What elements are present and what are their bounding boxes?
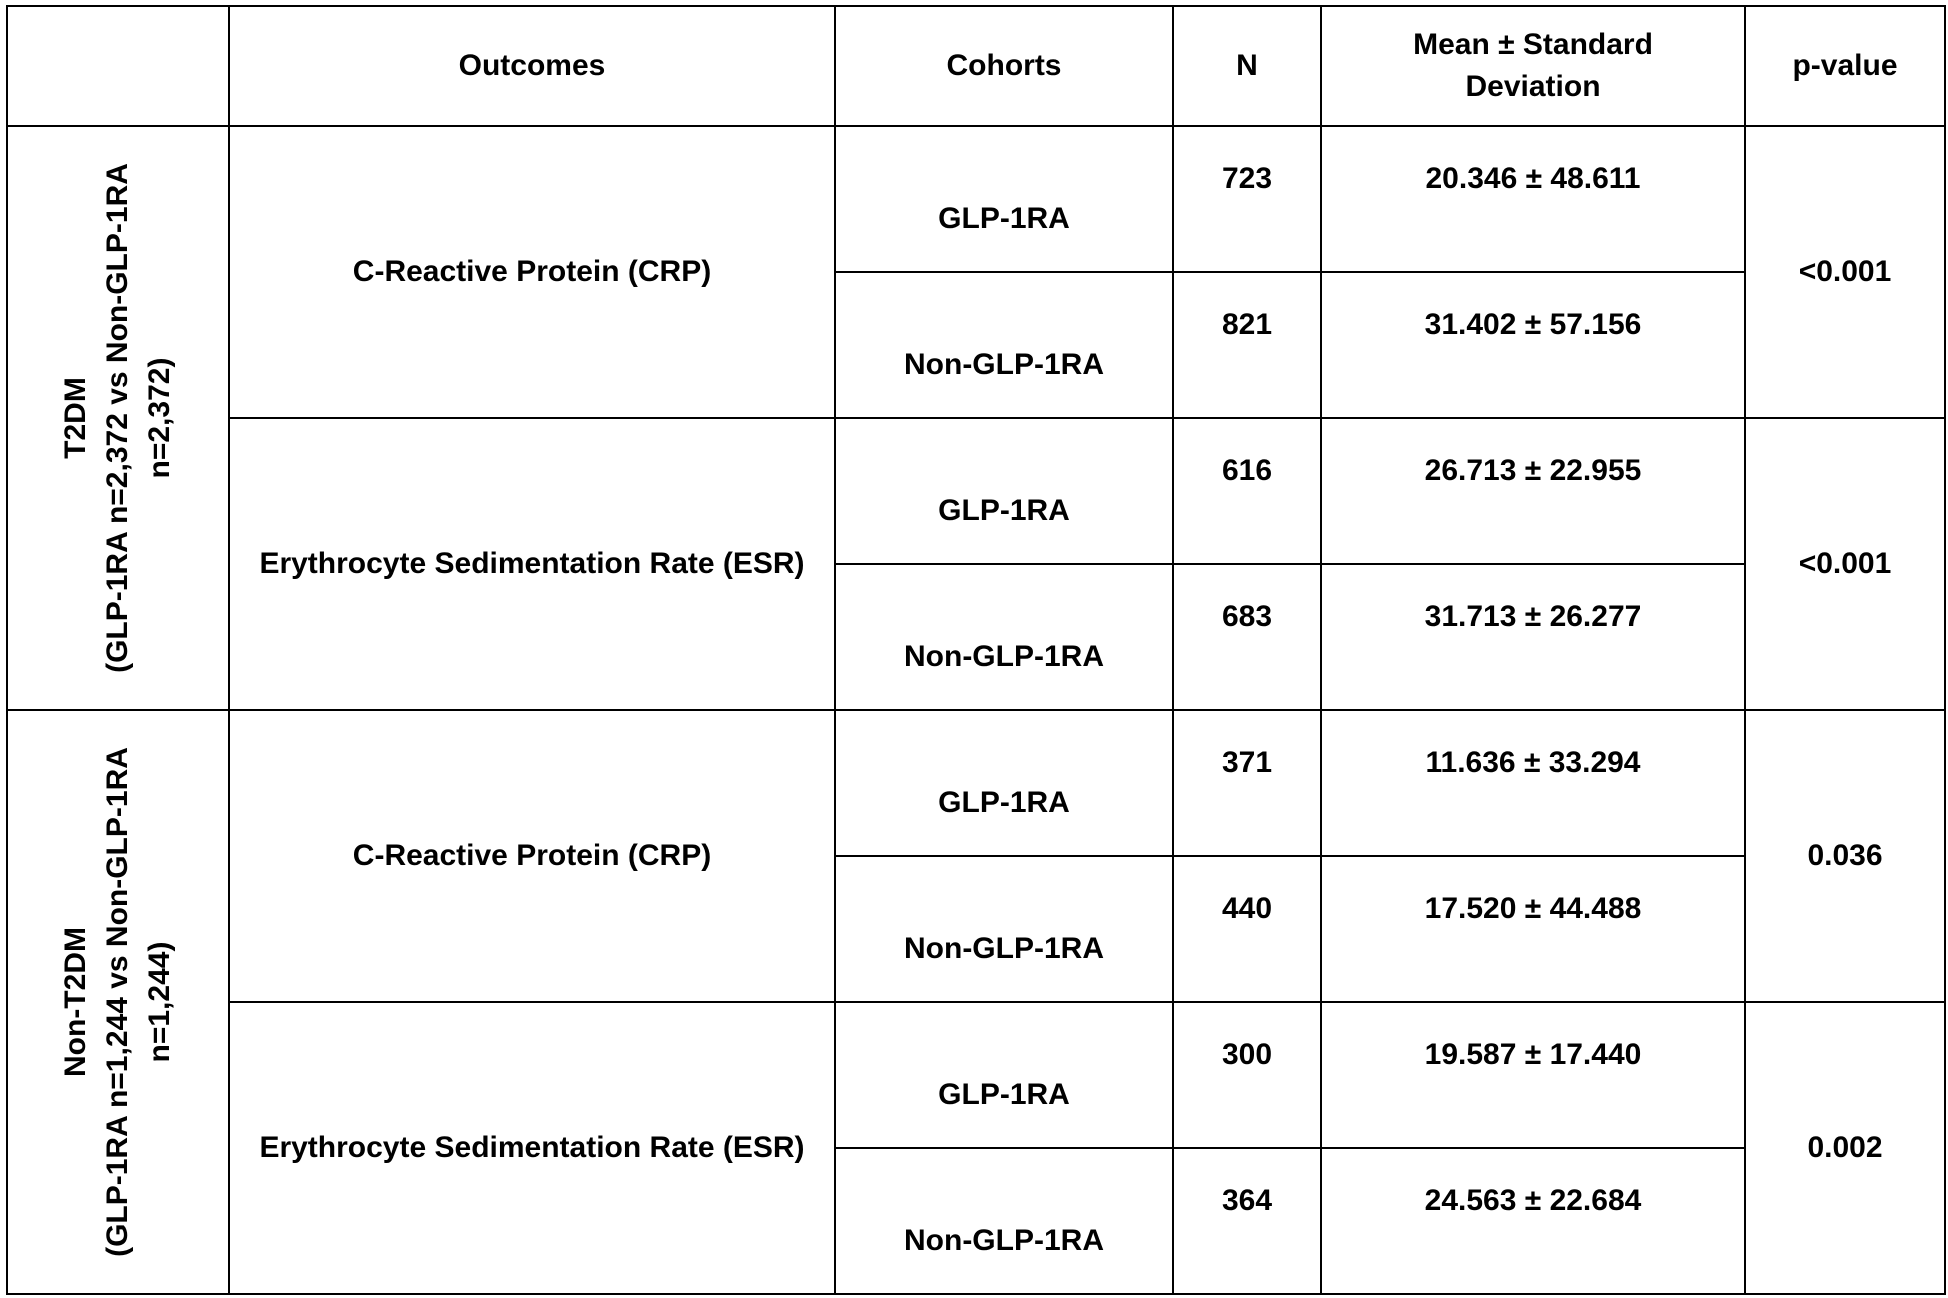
group-detail: (GLP-1RA n=2,372 vs Non-GLP-1RA n=2,372) bbox=[101, 163, 176, 673]
p-value-cell: <0.001 bbox=[1745, 418, 1945, 710]
mean-sd-cell: 31.402 ± 57.156 bbox=[1321, 272, 1745, 418]
header-cohorts: Cohorts bbox=[835, 6, 1173, 126]
table-row bbox=[7, 1002, 1945, 1148]
n-cell: 821 bbox=[1173, 272, 1321, 418]
cohort-cell: Non-GLP-1RA bbox=[835, 856, 1173, 1002]
header-outcomes: Outcomes bbox=[229, 6, 835, 126]
cohort-cell: Non-GLP-1RA bbox=[835, 564, 1173, 710]
p-value-cell: 0.002 bbox=[1745, 1002, 1945, 1294]
table-row bbox=[7, 710, 1945, 856]
outcome-cell: C-Reactive Protein (CRP) bbox=[229, 126, 835, 418]
group-label bbox=[55, 722, 181, 1282]
header-group bbox=[7, 6, 229, 126]
group-detail: (GLP-1RA n=1,244 vs Non-GLP-1RA n=1,244) bbox=[101, 747, 176, 1257]
results-table bbox=[6, 5, 1946, 1295]
n-cell: 440 bbox=[1173, 856, 1321, 1002]
group-cell-t2dm bbox=[7, 126, 229, 710]
cohort-cell: GLP-1RA bbox=[835, 126, 1173, 272]
n-cell: 683 bbox=[1173, 564, 1321, 710]
cohort-cell: GLP-1RA bbox=[835, 710, 1173, 856]
outcome-cell: Erythrocyte Sedimentation Rate (ESR) bbox=[229, 418, 835, 710]
group-label bbox=[55, 138, 181, 698]
outcome-cell: Erythrocyte Sedimentation Rate (ESR) bbox=[229, 1002, 835, 1294]
mean-sd-cell: 19.587 ± 17.440 bbox=[1321, 1002, 1745, 1148]
n-cell: 723 bbox=[1173, 126, 1321, 272]
group-name: Non-T2DM bbox=[59, 927, 92, 1077]
cohort-cell: GLP-1RA bbox=[835, 418, 1173, 564]
cohort-cell: GLP-1RA bbox=[835, 1002, 1173, 1148]
cohort-cell: Non-GLP-1RA bbox=[835, 1148, 1173, 1294]
n-cell: 616 bbox=[1173, 418, 1321, 564]
mean-sd-cell: 26.713 ± 22.955 bbox=[1321, 418, 1745, 564]
header-row bbox=[7, 6, 1945, 126]
mean-sd-cell: 24.563 ± 22.684 bbox=[1321, 1148, 1745, 1294]
mean-sd-cell: 31.713 ± 26.277 bbox=[1321, 564, 1745, 710]
table-row bbox=[7, 418, 1945, 564]
header-n: N bbox=[1173, 6, 1321, 126]
table-row bbox=[7, 126, 1945, 272]
group-cell-non-t2dm bbox=[7, 710, 229, 1294]
header-p-value: p-value bbox=[1745, 6, 1945, 126]
group-name: T2DM bbox=[59, 377, 92, 459]
mean-sd-cell: 20.346 ± 48.611 bbox=[1321, 126, 1745, 272]
p-value-cell: <0.001 bbox=[1745, 126, 1945, 418]
outcome-cell: C-Reactive Protein (CRP) bbox=[229, 710, 835, 1002]
cohort-cell: Non-GLP-1RA bbox=[835, 272, 1173, 418]
n-cell: 300 bbox=[1173, 1002, 1321, 1148]
mean-sd-cell: 11.636 ± 33.294 bbox=[1321, 710, 1745, 856]
p-value-cell: 0.036 bbox=[1745, 710, 1945, 1002]
n-cell: 371 bbox=[1173, 710, 1321, 856]
n-cell: 364 bbox=[1173, 1148, 1321, 1294]
header-mean-sd: Mean ± Standard Deviation bbox=[1321, 6, 1745, 126]
mean-sd-cell: 17.520 ± 44.488 bbox=[1321, 856, 1745, 1002]
